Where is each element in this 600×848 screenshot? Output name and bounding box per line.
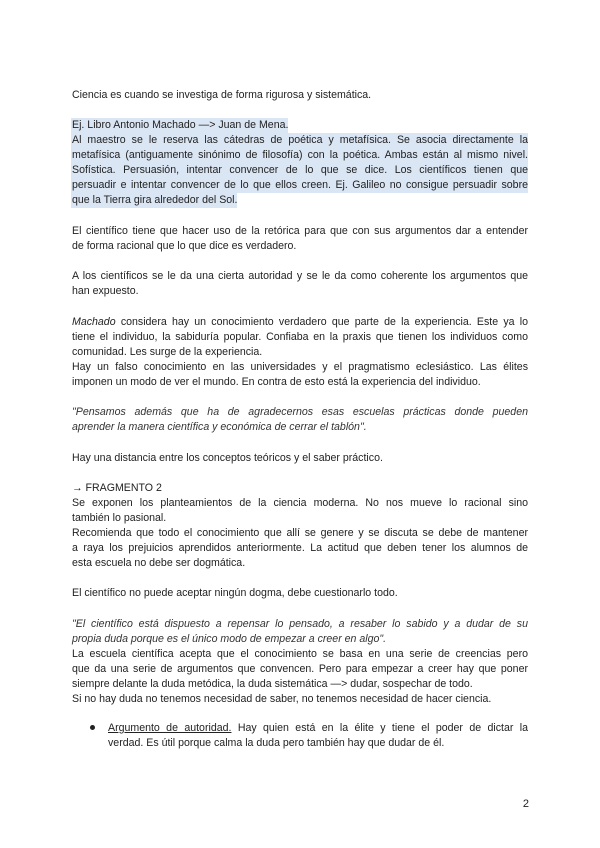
highlighted-line: Sofística. Persuasión, intentar convencer de lo que se dice. Los científicos tienen que — [72, 164, 528, 176]
paragraph-line: Hay un falso conocimiento en las universidades y el pragmatismo eclesiástico. Las élites — [72, 361, 528, 373]
paragraph-line: a raya los prejuicios aprendidos anteriormente. La actitud que deben tener los alumnos de — [72, 542, 528, 554]
paragraph-line: comunidad. Les surge de la experiencia. — [72, 346, 263, 358]
paragraph-line: El científico no puede aceptar ningún dogma, debe cuestionarlo todo. — [72, 587, 398, 599]
page-number: 2 — [522, 798, 529, 810]
highlighted-line: Ej. Libro Antonio Machado —> Juan de Mena. — [72, 119, 289, 131]
highlighted-line: que la Tierra gira alrededor del Sol. — [72, 194, 238, 206]
paragraph-line: también lo pasional. — [72, 512, 167, 524]
paragraph-line: La escuela científica acepta que el conocimiento se basa en una serie de creencias pero — [72, 648, 528, 660]
paragraph-line: de forma racional que lo que dice es verdadero. — [72, 240, 297, 252]
paragraph-line: siempre delante la duda metódica, la duda sistemática —> dudar, sospechar de todo. — [72, 678, 473, 690]
paragraph-line: Recomienda que todo el conocimiento que allí se genere y se discuta se debe de mantener — [72, 527, 528, 539]
quote-line: "El científico está dispuesto a repensar lo pensado, a resaber lo sabido y a dudar de su — [72, 618, 528, 630]
highlighted-line: persuadir e intentar convencer de lo que ellos creen. Ej. Galileo no consigue persuadir sobre — [72, 179, 528, 191]
paragraph-line — [72, 315, 528, 330]
list-item — [108, 721, 528, 736]
paragraph-line: El científico tiene que hacer uso de la retórica para que con sus argumentos dar a entender — [72, 225, 528, 237]
paragraph-line: que da una serie de argumentos que convencen. Pero para empezar a creer hay que poner — [72, 663, 528, 675]
paragraph-line: Ciencia es cuando se investiga de forma rigurosa y sistemática. — [72, 89, 372, 101]
quote-line: "Pensamos además que ha de agradecernos esas escuelas prácticas donde pueden — [72, 406, 528, 418]
list-item-continuation: verdad. Es útil porque calma la duda pero también hay que dudar de él. — [108, 737, 445, 749]
highlighted-line: Al maestro se le reserva las cátedras de poética y metafísica. Se asocia directamente la — [72, 134, 528, 146]
bullet-icon — [90, 725, 95, 730]
paragraph-line: Si no hay duda no tenemos necesidad de saber, no tenemos necesidad de hacer ciencia. — [72, 693, 492, 705]
paragraph-line: han expuesto. — [72, 285, 139, 297]
paragraph-text: considera hay un conocimiento verdadero que parte de la experiencia. Este ya lo — [115, 316, 528, 328]
paragraph-line: tiene el individuo, la sabiduría popular. Confiaba en la praxis que tienen los individuos como — [72, 331, 528, 343]
paragraph-line: imponen un modo de ver el mundo. En contra de esto está la experiencia del individuo. — [72, 376, 481, 388]
highlighted-line: metafísica (antiguamente sinónimo de filosofía) con la poética. Ambas están al mismo nivel. — [72, 149, 528, 161]
quote-line: propia duda porque es el único modo de empezar a creer en algo". — [72, 633, 387, 645]
list-item-term: Argumento de autoridad. — [108, 722, 232, 734]
section-heading: → FRAGMENTO 2 — [72, 482, 162, 494]
paragraph-line: Se exponen los planteamientos de la ciencia moderna. No nos mueve lo racional sino — [72, 497, 528, 509]
paragraph-line: A los científicos se le da una cierta autoridad y se le da como coherente los argumentos que — [72, 270, 528, 282]
paragraph-line: esta escuela no debe ser dogmática. — [72, 557, 246, 569]
author-name-emphasis: Machado — [72, 316, 116, 328]
paragraph-line: Hay una distancia entre los conceptos teóricos y el saber práctico. — [72, 452, 383, 464]
list-item-text: Hay quien está en la élite y tiene el poder de dictar la — [231, 722, 528, 734]
quote-line: aprender la manera científica y económica de cerrar el tablón". — [72, 421, 367, 433]
